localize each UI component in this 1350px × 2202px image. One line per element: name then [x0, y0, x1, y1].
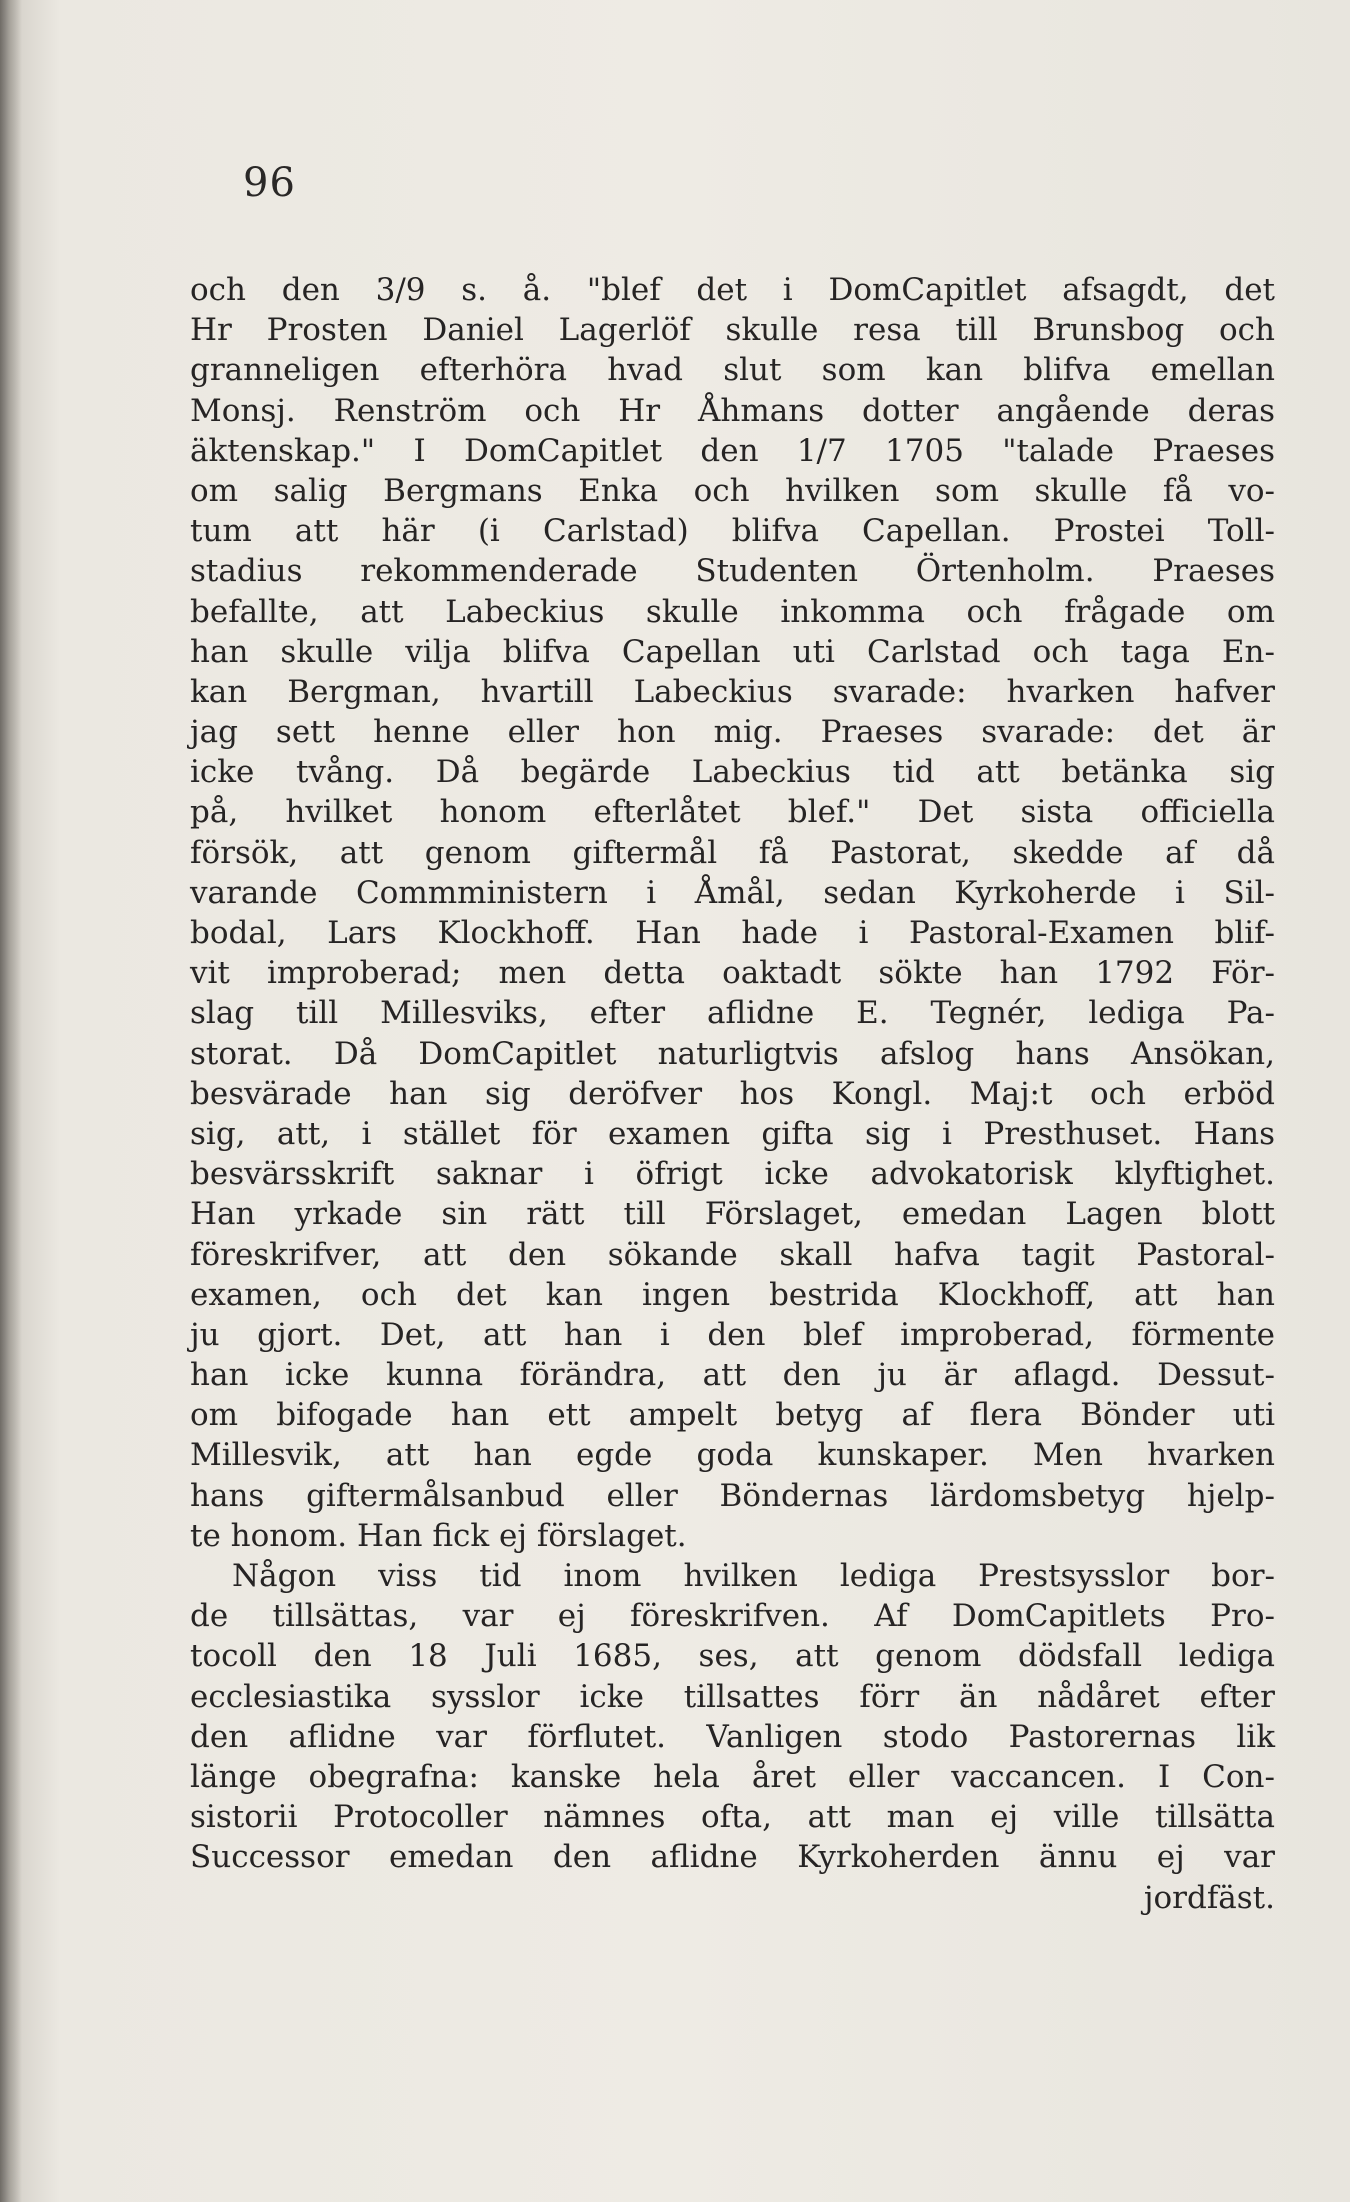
- text-line: Successor emedan den aflidne Kyrkoherden ännu ej var: [190, 1839, 1275, 1876]
- text-line: granneligen efterhöra hvad slut som kan blifva emellan: [190, 352, 1275, 389]
- text-line: besvärade han sig deröfver hos Kongl. Maj:t och erböd: [190, 1075, 1275, 1112]
- text-line: examen, och det kan ingen bestrida Klockhoff, att han: [190, 1276, 1275, 1313]
- text-line: bodal, Lars Klockhoff. Han hade i Pastoral-Examen blif-: [190, 915, 1275, 951]
- text-line: länge obegrafna: kanske hela året eller vaccancen. I Con-: [190, 1758, 1275, 1795]
- text-line: te honom. Han fick ej förslaget.: [190, 1517, 687, 1554]
- text-line: Monsj. Renström och Hr Åhmans dotter angående deras: [190, 392, 1275, 429]
- text-line: äktenskap." I DomCapitlet den 1/7 1705 "talade Praeses: [190, 432, 1275, 469]
- text-line: stadius rekommenderade Studenten Örtenholm. Praeses: [190, 553, 1275, 590]
- text-line: hans giftermålsanbud eller Böndernas lärdomsbetyg hjelp-: [190, 1477, 1275, 1514]
- page-number: 96: [243, 160, 296, 206]
- text-line: Någon viss tid inom hvilken lediga Prestsysslor bor-: [232, 1558, 1275, 1594]
- text-line: jag sett henne eller hon mig. Praeses svarade: det är: [190, 714, 1275, 751]
- text-line: om salig Bergmans Enka och hvilken som skulle få vo-: [190, 472, 1275, 509]
- text-line: och den 3/9 s. å. "blef det i DomCapitlet afsagdt, det: [190, 272, 1275, 308]
- text-line: sig, att, i stället för examen gifta sig i Presthuset. Hans: [190, 1115, 1275, 1152]
- text-line: varande Commministern i Åmål, sedan Kyrkoherde i Sil-: [190, 874, 1275, 911]
- text-line: kan Bergman, hvartill Labeckius svarade: hvarken hafver: [190, 673, 1275, 710]
- text-line: vit improberad; men detta oaktadt sökte han 1792 För-: [190, 955, 1275, 992]
- text-line: Han yrkade sin rätt till Förslaget, emedan Lagen blott: [190, 1196, 1275, 1233]
- text-line: icke tvång. Då begärde Labeckius tid att betänka sig: [190, 754, 1275, 791]
- text-line: besvärsskrift saknar i öfrigt icke advokatorisk klyftighet.: [190, 1156, 1275, 1193]
- text-line: slag till Millesviks, efter aflidne E. Tegnér, lediga Pa-: [190, 995, 1275, 1032]
- text-line: befallte, att Labeckius skulle inkomma och frågade om: [190, 593, 1275, 630]
- book-spine-shadow: [0, 0, 22, 2202]
- text-line: den aflidne var förflutet. Vanligen stodo Pastorernas lik: [190, 1718, 1275, 1755]
- text-line: tocoll den 18 Juli 1685, ses, att genom dödsfall lediga: [190, 1638, 1275, 1675]
- text-line: Hr Prosten Daniel Lagerlöf skulle resa till Brunsbog och: [190, 312, 1275, 349]
- text-line: han skulle vilja blifva Capellan uti Carlstad och taga En-: [190, 633, 1275, 670]
- text-line: om bifogade han ett ampelt betyg af flera Bönder uti: [190, 1397, 1275, 1434]
- text-line: jordfäst.: [1143, 1879, 1275, 1916]
- text-line: ecclesiastika sysslor icke tillsattes förr än nådåret efter: [190, 1678, 1275, 1715]
- text-line: tum att här (i Carlstad) blifva Capellan. Prostei Toll-: [190, 513, 1275, 550]
- text-line: föreskrifver, att den sökande skall hafva tagit Pastoral-: [190, 1236, 1275, 1273]
- text-line: sistorii Protocoller nämnes ofta, att man ej ville tillsätta: [190, 1799, 1275, 1836]
- body-text: [190, 270, 1275, 1918]
- text-line: han icke kunna förändra, att den ju är aflagd. Dessut-: [190, 1357, 1275, 1394]
- text-line: Millesvik, att han egde goda kunskaper. Men hvarken: [190, 1437, 1275, 1474]
- text-line: de tillsättas, var ej föreskrifven. Af DomCapitlets Pro-: [190, 1598, 1275, 1635]
- text-line: ju gjort. Det, att han i den blef improberad, förmente: [190, 1316, 1275, 1353]
- text-line: försök, att genom giftermål få Pastorat, skedde af då: [190, 834, 1275, 871]
- text-line: storat. Då DomCapitlet naturligtvis afslog hans Ansökan,: [190, 1035, 1275, 1072]
- text-line: på, hvilket honom efterlåtet blef." Det sista officiella: [190, 794, 1275, 831]
